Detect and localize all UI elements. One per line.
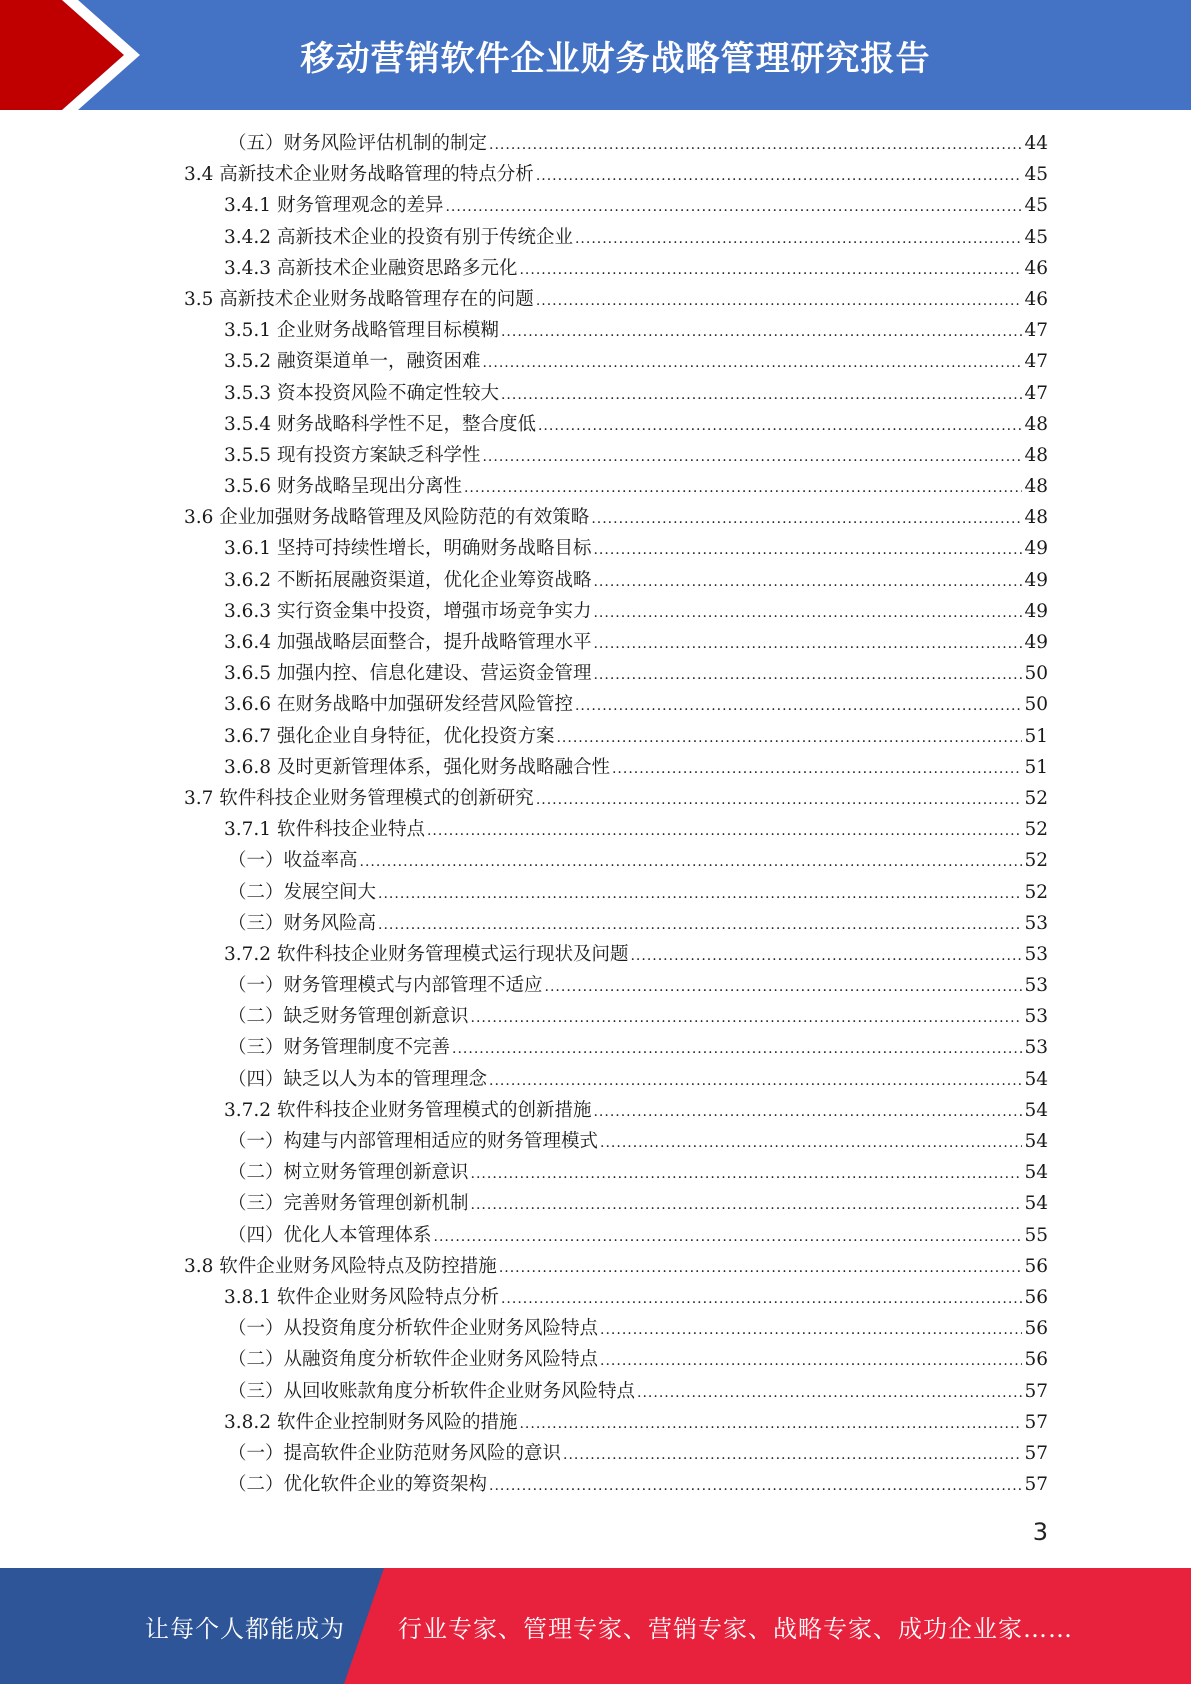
toc-leader-dots (600, 1128, 1022, 1159)
toc-entry-title: （一）从投资角度分析软件企业财务风险特点 (228, 1318, 599, 1340)
toc-entry-page: 49 (1024, 600, 1048, 622)
toc-entry-page: 45 (1024, 195, 1048, 217)
toc-entry-title: （三）从回收账款角度分析软件企业财务风险特点 (228, 1380, 636, 1402)
toc-leader-dots (630, 941, 1022, 972)
toc-leader-dots (593, 598, 1022, 629)
toc-leader-dots (489, 1066, 1022, 1097)
toc-entry-title: （一）收益率高 (228, 850, 358, 872)
toc-entry-title: 3.5 高新技术企业财务战略管理存在的问题 (184, 288, 534, 310)
toc-leader-dots (536, 286, 1023, 317)
toc-entry-page: 54 (1024, 1068, 1048, 1090)
toc-entry-page: 53 (1024, 1037, 1048, 1059)
toc-entry-page: 48 (1024, 507, 1048, 529)
document-title: 移动营销软件企业财务战略管理研究报告 (300, 38, 931, 79)
toc-leader-dots (471, 1003, 1023, 1034)
toc-entry-title: 3.6 企业加强财务战略管理及风险防范的有效策略 (184, 507, 590, 529)
toc-entry-title: （二）缺乏财务管理创新意识 (228, 1006, 469, 1028)
toc-entry[interactable] (184, 1407, 1048, 1438)
toc-leader-dots (575, 691, 1022, 722)
toc-leader-dots (501, 1284, 1022, 1315)
toc-entry-title: 3.6.3 实行资金集中投资，增强市场竞争实力 (224, 600, 592, 622)
toc-leader-dots (482, 442, 1022, 473)
toc-entry-page: 57 (1024, 1442, 1048, 1464)
toc-entry-page: 49 (1024, 632, 1048, 653)
toc-leader-dots (452, 1034, 1022, 1065)
toc-entry-title: 3.6.5 加强内控、信息化建设、营运资金管理 (224, 663, 592, 685)
toc-entry-title: 3.6.4 加强战略层面整合，提升战略管理水平 (224, 632, 592, 653)
toc-entry[interactable] (184, 533, 1048, 564)
toc-entry-page: 47 (1024, 320, 1048, 342)
toc-entry-page: 49 (1024, 538, 1048, 560)
toc-entry-title: 3.6.7 强化企业自身特征，优化投资方案 (224, 725, 555, 747)
toc-entry-page: 51 (1024, 756, 1048, 778)
toc-leader-dots (445, 192, 1022, 223)
toc-entry-page: 48 (1024, 413, 1048, 435)
toc-entry-page: 49 (1024, 569, 1048, 591)
toc-entry-title: （二）树立财务管理创新意识 (228, 1162, 469, 1184)
toc-entry[interactable] (184, 877, 1048, 908)
toc-leader-dots (593, 660, 1022, 691)
toc-entry-title: （五）财务风险评估机制的制定 (228, 133, 488, 154)
toc-entry[interactable] (184, 1095, 1048, 1126)
toc-leader-dots (499, 1253, 1023, 1284)
toc-entry-title: 3.8.2 软件企业控制财务风险的措施 (224, 1411, 518, 1433)
toc-entry[interactable] (184, 1469, 1048, 1500)
toc-leader-dots (612, 754, 1022, 785)
toc-entry-title: （四）缺乏以人为本的管理理念 (228, 1068, 488, 1090)
toc-leader-dots (489, 1471, 1022, 1502)
toc-entry-page: 57 (1024, 1474, 1048, 1496)
toc-entry[interactable] (184, 190, 1048, 221)
toc-entry-title: 3.7 软件科技企业财务管理模式的创新研究 (184, 787, 534, 809)
toc-leader-dots (536, 161, 1023, 192)
toc-leader-dots (593, 1097, 1022, 1128)
toc-entry[interactable] (184, 1064, 1048, 1095)
toc-leader-dots (575, 224, 1022, 255)
toc-entry-title: 3.6.8 及时更新管理体系，强化财务战略融合性 (224, 756, 610, 778)
toc-entry[interactable] (184, 315, 1048, 346)
toc-entry[interactable] (184, 658, 1048, 689)
toc-leader-dots (593, 567, 1022, 598)
toc-entry-title: 3.7.2 软件科技企业财务管理模式的创新措施 (224, 1099, 592, 1121)
toc-entry-page: 46 (1024, 257, 1048, 279)
toc-entry[interactable] (184, 128, 1048, 159)
toc-leader-dots (536, 785, 1023, 816)
toc-entry-page: 52 (1024, 881, 1048, 903)
toc-entry-page: 54 (1024, 1099, 1048, 1121)
toc-leader-dots (501, 380, 1022, 411)
toc-entry[interactable] (184, 970, 1048, 1001)
toc-leader-dots (637, 1378, 1022, 1409)
toc-entry-title: 3.4.2 高新技术企业的投资有别于传统企业 (224, 226, 573, 248)
toc-entry-page: 53 (1024, 912, 1048, 934)
toc-entry-page: 56 (1024, 1286, 1048, 1308)
toc-entry-page: 53 (1024, 943, 1048, 965)
toc-entry[interactable] (184, 1313, 1048, 1344)
toc-entry-page: 53 (1024, 1006, 1048, 1028)
header-arrow-decoration (0, 0, 150, 110)
toc-entry-page: 46 (1024, 288, 1048, 310)
toc-entry-page: 54 (1024, 1193, 1048, 1215)
toc-entry[interactable] (184, 845, 1048, 876)
page-footer (0, 1568, 1191, 1684)
toc-entry-title: 3.8 软件企业财务风险特点及防控措施 (184, 1255, 497, 1277)
toc-entry-page: 47 (1024, 382, 1048, 404)
toc-entry[interactable] (184, 596, 1048, 627)
toc-entry-page: 54 (1024, 1162, 1048, 1184)
toc-leader-dots (519, 255, 1022, 286)
toc-entry[interactable] (184, 1032, 1048, 1063)
toc-leader-dots (360, 847, 1023, 878)
toc-entry-page: 48 (1024, 444, 1048, 466)
toc-entry-title: （二）发展空间大 (228, 881, 377, 903)
toc-entry-page: 48 (1024, 476, 1048, 498)
toc-entry-title: 3.5.2 融资渠道单一，融资困难 (224, 351, 481, 373)
toc-entry[interactable] (184, 1251, 1048, 1282)
toc-entry[interactable] (184, 253, 1048, 284)
toc-leader-dots (538, 411, 1022, 442)
toc-entry-page: 52 (1024, 787, 1048, 809)
toc-entry-title: 3.5.6 财务战略呈现出分离性 (224, 476, 462, 498)
toc-entry-title: 3.6.1 坚持可持续性增长，明确财务战略目标 (224, 538, 592, 560)
toc-entry-page: 56 (1024, 1318, 1048, 1340)
toc-entry[interactable] (184, 1282, 1048, 1313)
toc-entry-page: 45 (1024, 164, 1048, 186)
toc-entry[interactable] (184, 284, 1048, 315)
toc-entry-page: 56 (1024, 1255, 1048, 1277)
toc-entry-page: 51 (1024, 725, 1048, 747)
toc-entry-title: 3.7.2 软件科技企业财务管理模式运行现状及问题 (224, 943, 629, 965)
page-number: 3 (1032, 1518, 1048, 1546)
toc-entry[interactable] (184, 1344, 1048, 1375)
toc-entry[interactable] (184, 1188, 1048, 1219)
toc-entry-title: 3.8.1 软件企业财务风险特点分析 (224, 1286, 499, 1308)
toc-leader-dots (471, 1159, 1023, 1190)
toc-entry-page: 57 (1024, 1411, 1048, 1433)
toc-entry[interactable] (184, 689, 1048, 720)
toc-leader-dots (489, 130, 1022, 161)
toc-entry[interactable] (184, 627, 1048, 658)
toc-entry-page: 57 (1024, 1380, 1048, 1402)
toc-entry-title: （一）财务管理模式与内部管理不适应 (228, 975, 543, 997)
toc-entry-title: 3.5.5 现有投资方案缺乏科学性 (224, 444, 481, 466)
toc-entry[interactable] (184, 939, 1048, 970)
toc-entry-page: 54 (1024, 1131, 1048, 1152)
toc-leader-dots (378, 879, 1022, 910)
toc-entry[interactable] (184, 1438, 1048, 1469)
toc-leader-dots (563, 1440, 1022, 1471)
toc-entry-title: 3.5.4 财务战略科学性不足，整合度低 (224, 413, 536, 435)
toc-entry[interactable] (184, 752, 1048, 783)
toc-entry-title: （三）财务管理制度不完善 (228, 1037, 451, 1059)
toc-leader-dots (556, 723, 1022, 754)
toc-leader-dots (464, 473, 1022, 504)
toc-entry[interactable] (184, 440, 1048, 471)
toc-entry[interactable] (184, 814, 1048, 845)
toc-leader-dots (501, 317, 1022, 348)
toc-entry[interactable] (184, 378, 1048, 409)
toc-entry-title: 3.6.6 在财务战略中加强研发经营风险管控 (224, 694, 573, 716)
toc-entry-title: 3.6.2 不断拓展融资渠道，优化企业筹资战略 (224, 569, 592, 591)
toc-leader-dots (519, 1409, 1022, 1440)
toc-entry-page: 56 (1024, 1349, 1048, 1371)
toc-entry[interactable] (184, 783, 1048, 814)
toc-leader-dots (427, 816, 1022, 847)
toc-entry[interactable] (184, 565, 1048, 596)
toc-leader-dots (600, 1315, 1022, 1346)
toc-entry[interactable] (184, 409, 1048, 440)
toc-entry-title: （一）构建与内部管理相适应的财务管理模式 (228, 1131, 599, 1152)
toc-entry[interactable] (184, 721, 1048, 752)
toc-entry[interactable] (184, 1220, 1048, 1251)
toc-leader-dots (378, 910, 1022, 941)
footer-slogan-left: 让每个人都能成为 (145, 1614, 345, 1643)
toc-entry-page: 50 (1024, 694, 1048, 716)
toc-entry-title: （一）提高软件企业防范财务风险的意识 (228, 1442, 562, 1464)
toc-entry[interactable] (184, 502, 1048, 533)
toc-entry-page: 45 (1024, 226, 1048, 248)
toc-entry-page: 52 (1024, 850, 1048, 872)
toc-entry-title: 3.4 高新技术企业财务战略管理的特点分析 (184, 164, 534, 186)
toc-entry-title: （三）完善财务管理创新机制 (228, 1193, 469, 1215)
toc-leader-dots (434, 1222, 1023, 1253)
toc-entry-title: （二）优化软件企业的筹资架构 (228, 1474, 488, 1496)
toc-entry-title: 3.4.3 高新技术企业融资思路多元化 (224, 257, 518, 279)
toc-entry[interactable] (184, 346, 1048, 377)
toc-leader-dots (591, 504, 1022, 535)
toc-entry-page: 44 (1024, 133, 1048, 154)
footer-slogan-right: 行业专家、管理专家、营销专家、战略专家、成功企业家…… (398, 1614, 1073, 1643)
toc-entry[interactable] (184, 1126, 1048, 1157)
toc-entry[interactable] (184, 908, 1048, 939)
toc-leader-dots (593, 535, 1022, 566)
toc-entry-title: 3.5.1 企业财务战略管理目标模糊 (224, 320, 499, 342)
toc-entry-title: 3.7.1 软件科技企业特点 (224, 819, 425, 841)
toc-entry-page: 53 (1024, 975, 1048, 997)
toc-entry-title: （四）优化人本管理体系 (228, 1224, 432, 1246)
toc-entry-title: （二）从融资角度分析软件企业财务风险特点 (228, 1349, 599, 1371)
toc-entry-page: 50 (1024, 663, 1048, 685)
toc-entry[interactable] (184, 1001, 1048, 1032)
toc-leader-dots (545, 972, 1023, 1003)
toc-entry[interactable] (184, 1157, 1048, 1188)
toc-entry-title: 3.5.3 资本投资风险不确定性较大 (224, 382, 499, 404)
toc-leader-dots (482, 348, 1022, 379)
toc-entry[interactable] (184, 471, 1048, 502)
toc-leader-dots (471, 1190, 1023, 1221)
toc-entry[interactable] (184, 222, 1048, 253)
toc-entry-page: 55 (1024, 1224, 1048, 1246)
toc-leader-dots (600, 1346, 1022, 1377)
toc-leader-dots (593, 629, 1022, 660)
table-of-contents (184, 128, 1048, 1500)
toc-entry-title: （三）财务风险高 (228, 912, 377, 934)
toc-entry-page: 47 (1024, 351, 1048, 373)
toc-entry-title: 3.4.1 财务管理观念的差异 (224, 195, 444, 217)
toc-entry[interactable] (184, 159, 1048, 190)
page-header (0, 0, 1191, 110)
toc-entry[interactable] (184, 1376, 1048, 1407)
toc-entry-page: 52 (1024, 819, 1048, 841)
